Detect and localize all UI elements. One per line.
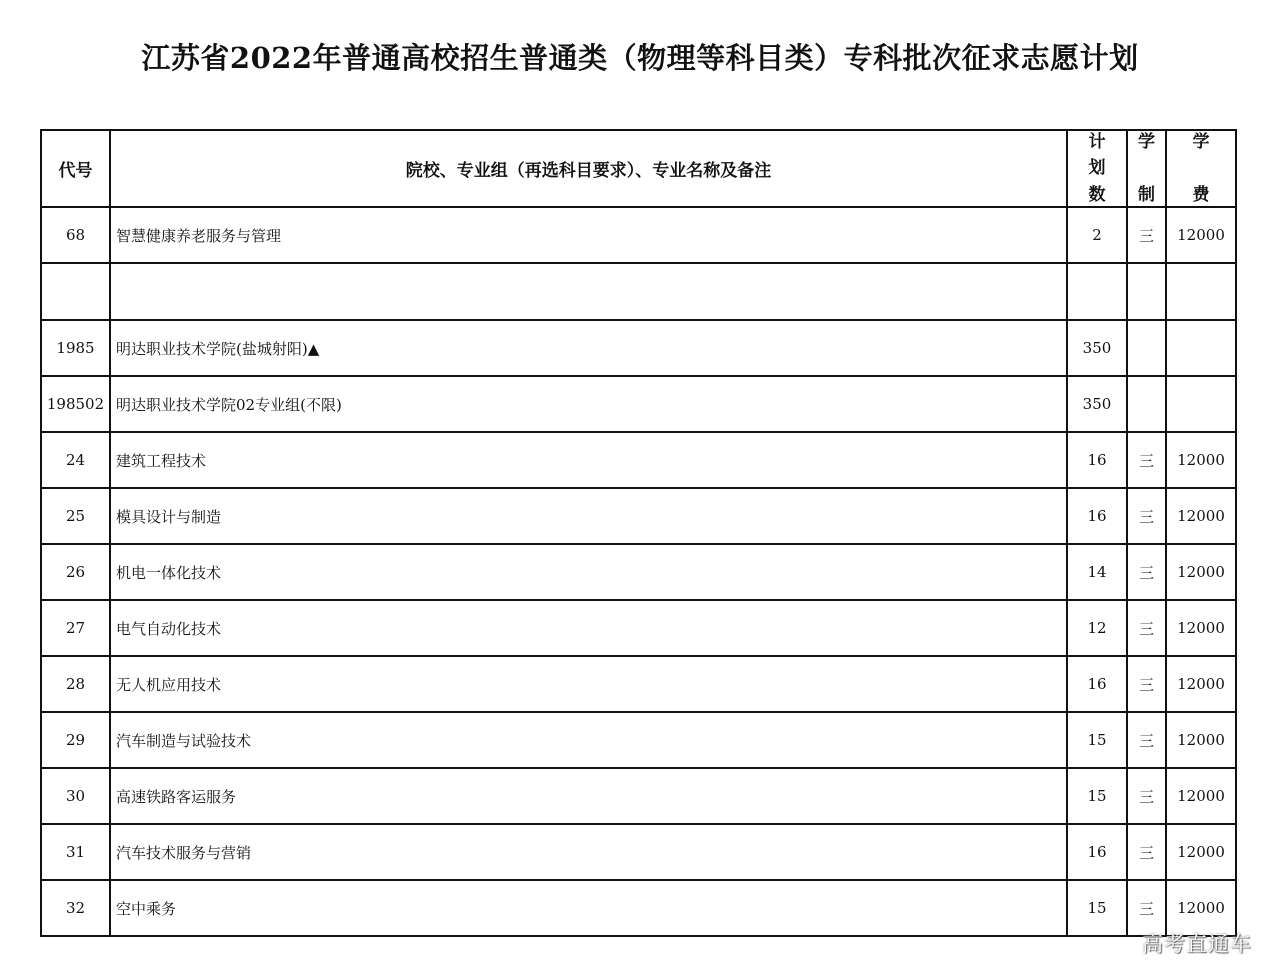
cell-plan: 15 [1067,712,1127,768]
cell-code: 24 [41,432,110,488]
cell-years: 三 [1127,712,1166,768]
cell-code: 32 [41,880,110,936]
cell-plan: 350 [1067,376,1127,432]
table-header-row [41,130,1236,207]
cell-plan: 16 [1067,432,1127,488]
header-plan [1067,130,1127,207]
enrollment-plan-table [40,129,1237,937]
cell-plan: 350 [1067,320,1127,376]
cell-code: 31 [41,824,110,880]
cell-years: 三 [1127,544,1166,600]
header-years-char-1: 学 [1138,131,1155,152]
cell-code: 1985 [41,320,110,376]
cell-plan: 2 [1067,207,1127,263]
cell-code: 29 [41,712,110,768]
cell-fee: 12000 [1166,768,1236,824]
cell-plan: 15 [1067,880,1127,936]
cell-name: 高速铁路客运服务 [110,768,1067,824]
cell-years: 三 [1127,880,1166,936]
cell-years: 三 [1127,600,1166,656]
table-row [41,768,1236,824]
cell-fee: 12000 [1166,207,1236,263]
cell-name: 空中乘务 [110,880,1067,936]
header-years [1127,130,1166,207]
cell-years: 三 [1127,207,1166,263]
header-plan-char-1: 计 [1088,131,1106,152]
cell-fee: 12000 [1166,488,1236,544]
cell-name: 汽车制造与试验技术 [110,712,1067,768]
table-row [41,880,1236,936]
watermark-text: 高考直通车 [1142,932,1252,956]
table-row [41,656,1236,712]
header-plan-char-2: 划 [1088,158,1106,178]
cell-years: 三 [1127,488,1166,544]
cell-fee: 12000 [1166,880,1236,936]
table-row [41,207,1236,263]
header-fee-char-1: 学 [1192,131,1210,152]
cell-plan: 15 [1067,768,1127,824]
cell-name: 明达职业技术学院02专业组(不限) [110,376,1067,432]
table-row [41,320,1236,376]
cell-fee [1166,376,1236,432]
cell-fee: 12000 [1166,544,1236,600]
table-row [41,600,1236,656]
cell-name: 智慧健康养老服务与管理 [110,207,1067,263]
cell-code: 27 [41,600,110,656]
cell-code: 26 [41,544,110,600]
table-row [41,376,1236,432]
cell-years [1127,263,1166,320]
cell-fee: 12000 [1166,656,1236,712]
header-name: 院校、专业组（再选科目要求）、专业名称及备注 [110,130,1067,207]
cell-fee: 12000 [1166,824,1236,880]
header-fee [1166,130,1236,207]
cell-code [41,263,110,320]
cell-code: 30 [41,768,110,824]
cell-code: 28 [41,656,110,712]
cell-plan: 16 [1067,656,1127,712]
cell-plan: 12 [1067,600,1127,656]
cell-plan [1067,263,1127,320]
table-row [41,544,1236,600]
cell-years: 三 [1127,768,1166,824]
cell-plan: 14 [1067,544,1127,600]
cell-fee: 12000 [1166,600,1236,656]
cell-name: 建筑工程技术 [110,432,1067,488]
cell-years [1127,320,1166,376]
cell-fee: 12000 [1166,432,1236,488]
cell-code: 198502 [41,376,110,432]
cell-name: 电气自动化技术 [110,600,1067,656]
table-row [41,712,1236,768]
table-row [41,263,1236,320]
cell-plan: 16 [1067,488,1127,544]
table-row [41,824,1236,880]
cell-code: 68 [41,207,110,263]
header-fee-char-2: 费 [1192,184,1210,205]
cell-years: 三 [1127,432,1166,488]
page-title: 江苏省2022年普通高校招生普通类（物理等科目类）专科批次征求志愿计划 [141,41,1139,75]
cell-code: 25 [41,488,110,544]
cell-plan: 16 [1067,824,1127,880]
cell-name: 明达职业技术学院(盐城射阳)▲ [110,320,1067,376]
cell-fee [1166,263,1236,320]
table-row [41,488,1236,544]
cell-name: 无人机应用技术 [110,656,1067,712]
cell-name: 模具设计与制造 [110,488,1067,544]
cell-name: 汽车技术服务与营销 [110,824,1067,880]
header-code: 代号 [41,130,110,207]
cell-years [1127,376,1166,432]
header-years-char-2: 制 [1138,184,1155,205]
cell-name: 机电一体化技术 [110,544,1067,600]
cell-years: 三 [1127,824,1166,880]
table-row [41,432,1236,488]
cell-years: 三 [1127,656,1166,712]
cell-name [110,263,1067,320]
cell-fee: 12000 [1166,712,1236,768]
header-plan-char-3: 数 [1088,184,1106,205]
cell-fee [1166,320,1236,376]
